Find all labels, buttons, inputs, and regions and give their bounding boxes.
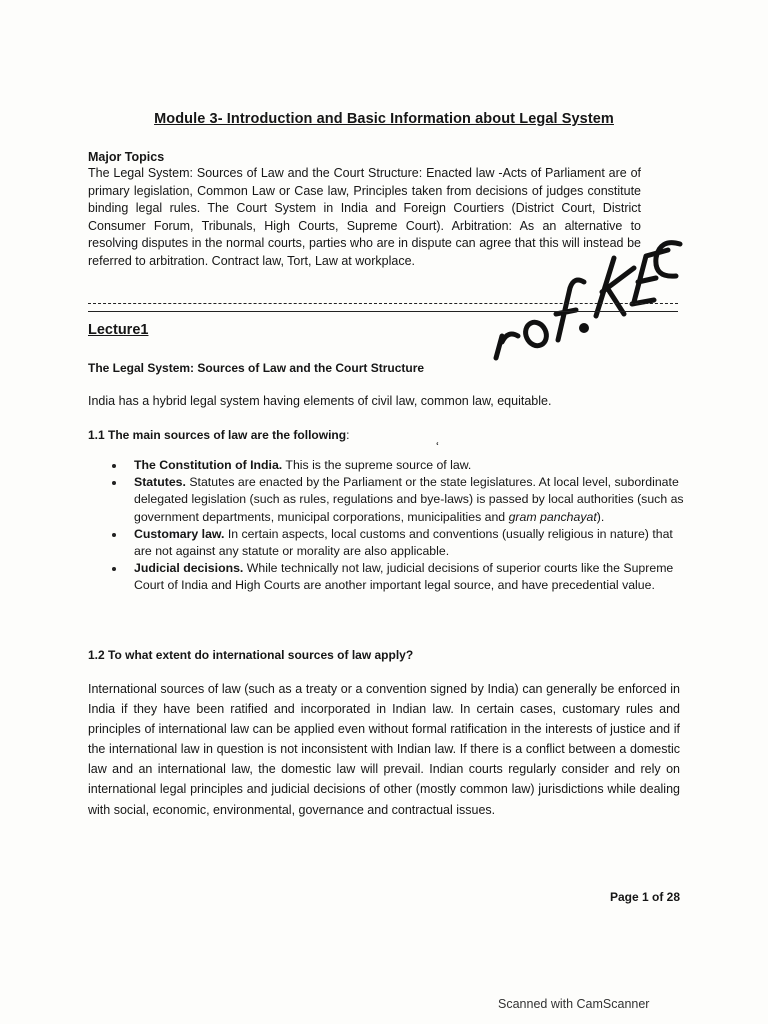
handwritten-signature bbox=[484, 218, 684, 368]
source-text-after: ). bbox=[596, 509, 605, 524]
page-number: Page 1 of 28 bbox=[609, 890, 680, 904]
subheading-1-2: 1.2 To what extent do international sources of law apply? bbox=[88, 648, 414, 662]
source-text: In certain aspects, local customs and conventions (usually religious in nature) that are not against any statute or morality are also applicable. bbox=[134, 526, 673, 559]
lecture-heading: Lecture1 bbox=[88, 322, 149, 338]
subheading-1-1-text: 1.1 The main sources of law are the following bbox=[88, 428, 347, 442]
major-topics-heading: Major Topics bbox=[88, 150, 165, 164]
pen-mark: ʿ bbox=[435, 440, 440, 456]
source-text: While technically not law, judicial decisions of superior courts like the Supreme Court of India and High Courts are another important legal source, and have precedential value. bbox=[134, 561, 674, 593]
bullet-icon bbox=[112, 464, 116, 468]
solid-divider bbox=[88, 311, 678, 312]
bullet-icon bbox=[112, 533, 116, 537]
sources-list bbox=[88, 457, 688, 595]
source-text-italic: gram panchayat bbox=[508, 509, 597, 524]
bullet-icon bbox=[112, 481, 116, 485]
list-item bbox=[88, 474, 688, 526]
source-term: Statutes. bbox=[134, 475, 186, 490]
list-item bbox=[88, 526, 688, 560]
international-paragraph: International sources of law (such as a treaty or a convention signed by India) can generally be enforced in India if they have been ratified and incorporated in Indian law. In certain cases, customary rules and principles of international law can be applied even without formal ratification in the interests of justice and if the international law in question is not inconsistent with Indian law. If there is a conflict between a domestic law and an international law, the domestic law will prevail. Indian courts regularly consider and rely on international legal principles and judicial decisions of other (mostly common law) jurisdictions while dealing with social, economic, environmental, governance and contractual issues. bbox=[88, 682, 680, 817]
source-text: This is the supreme source of law. bbox=[282, 458, 472, 472]
document-title: Module 3- Introduction and Basic Information about Legal System bbox=[154, 111, 614, 127]
source-text: Statutes are enacted by the Parliament or the state legislatures. At local level, subordinate delegated legislation (such as rules, regulations and bye-laws) is passed by local authorities (such as government departments, municipal corporations, municipalities and bbox=[134, 475, 684, 524]
intro-paragraph: India has a hybrid legal system having elements of civil law, common law, equitable. bbox=[88, 394, 552, 408]
section-title: The Legal System: Sources of Law and the Court Structure bbox=[88, 361, 425, 375]
major-topics-text: The Legal System: Sources of Law and the Court Structure: Enacted law -Acts of Parliament are of primary legislation, Common Law or Case law, Principles taken from decisions of judges constitute binding legal rules. The Court System in India and Foreign Courtiers (District Court, District Consumer Forum, Tribunals, High Courts, Supreme Court). Arbitration: As an alternative to resolving disputes in the normal courts, parties who are in dispute can agree that this will instead be referred to arbitration. Contract law, Tort, Law at workplace. bbox=[88, 166, 641, 268]
list-item bbox=[88, 560, 688, 594]
subheading-1-1 bbox=[88, 428, 349, 442]
subheading-1-1-colon: : bbox=[346, 428, 350, 442]
source-term: Customary law. bbox=[134, 526, 225, 541]
source-term: Judicial decisions. bbox=[134, 561, 244, 576]
dashed-divider bbox=[88, 303, 678, 304]
list-item bbox=[88, 457, 688, 474]
scanner-credit: Scanned with CamScanner bbox=[498, 997, 650, 1011]
source-term: The Constitution of India. bbox=[134, 458, 283, 472]
bullet-icon bbox=[112, 567, 116, 571]
